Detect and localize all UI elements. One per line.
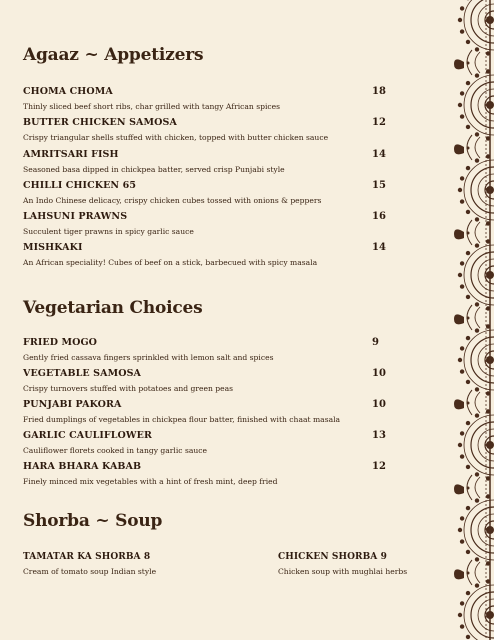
item-description: Chicken soup with mughlai herbs [278,567,408,576]
item-name: MISHKAKI [23,242,83,253]
item-price: 10 [372,399,386,410]
item-description: Gently fried cassava fingers sprinkled with lemon salt and spices [23,353,274,362]
menu-item [23,117,393,142]
item-name: CHOMA CHOMA [23,86,113,97]
item-name: BUTTER CHICKEN SAMOSA [23,117,177,128]
item-name: CHICKEN SHORBA 9 [278,552,387,562]
item-price: 14 [372,242,386,253]
item-name: PUNJABI PAKORA [23,399,122,410]
item-description: Crispy triangular shells stuffed with chicken, topped with butter chicken sauce [23,133,329,142]
item-price: 16 [372,211,386,222]
item-name: GARLIC CAULIFLOWER [23,430,153,441]
item-description: Cream of tomato soup Indian style [23,567,157,576]
item-price: 9 [372,337,379,348]
menu-item [23,337,393,362]
section-title-soup: Shorba ~ Soup [23,511,163,531]
item-description: An Indo Chinese delicacy, crispy chicken cubes tossed with onions & peppers [23,196,322,205]
menu-item [23,368,393,393]
menu-item [278,552,407,576]
item-description: Fried dumplings of vegetables in chickpea flour batter, finished with chaat masala [23,415,341,424]
section-title-appetizers: Agaaz ~ Appetizers [23,45,204,65]
item-description: Cauliflower florets cooked in tangy garlic sauce [23,446,208,455]
item-description: Succulent tiger prawns in spicy garlic sauce [23,227,194,236]
menu-item [23,552,156,576]
item-description: Seasoned basa dipped in chickpea batter, served crisp Punjabi style [23,165,285,174]
menu-item [23,430,393,455]
item-name: CHILLI CHICKEN 65 [23,180,137,191]
item-name: FRIED MOGO [23,337,98,348]
item-price: 12 [372,117,386,128]
item-price: 14 [372,149,386,160]
menu-item [23,149,393,174]
item-price: 15 [372,180,386,191]
item-price: 10 [372,368,386,379]
item-description: An African speciality! Cubes of beef on a stick, barbecued with spicy masala [23,258,318,267]
item-description: Crispy turnovers stuffed with potatoes and green peas [23,384,234,393]
menu-item [23,211,393,236]
item-name: LAHSUNI PRAWNS [23,211,128,222]
item-price: 18 [372,86,386,97]
item-name: TAMATAR KA SHORBA 8 [23,552,151,562]
item-description: Finely minced mix vegetables with a hint of fresh mint, deep fried [23,477,278,486]
henna-border-ornament [424,0,494,640]
menu-item [23,242,393,267]
item-price: 13 [372,430,386,441]
item-name: AMRITSARI FISH [23,149,119,160]
item-name: HARA BHARA KABAB [23,461,142,472]
item-price: 12 [372,461,386,472]
menu-item [23,180,393,205]
menu-item [23,86,393,111]
item-name: VEGETABLE SAMOSA [23,368,141,379]
section-title-vegetarian: Vegetarian Choices [23,298,203,318]
menu-item [23,399,393,424]
menu-item [23,461,393,486]
item-description: Thinly sliced beef short ribs, char grilled with tangy African spices [23,102,281,111]
